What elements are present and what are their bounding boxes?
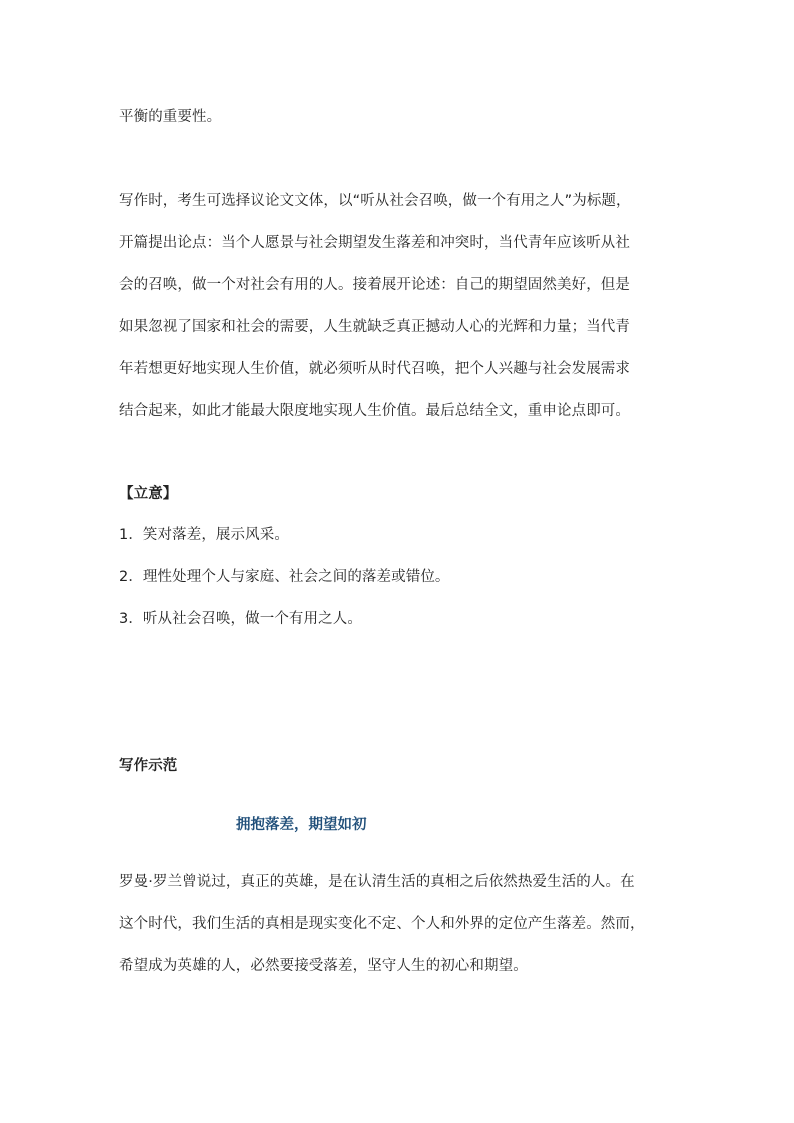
paragraph-line: 如果忽视了国家和社会的需要，人生就缺乏真正撼动人心的光辉和力量；当代青 bbox=[119, 319, 630, 335]
paragraph-line: 写作时，考生可选择议论文文体，以“听从社会召唤，做一个有用之人”为标题， bbox=[119, 193, 631, 209]
paragraph-line: 罗曼·罗兰曾说过，真正的英雄，是在认清生活的真相之后依然热爱生活的人。在 bbox=[119, 874, 635, 890]
paragraph-line: 结合起来，如此才能最大限度地实现人生价值。最后总结全文，重申论点即可。 bbox=[119, 403, 630, 419]
article-title: 拥抱落差，期望如初 bbox=[236, 817, 367, 833]
paragraph-line: 希望成为英雄的人，必然要接受落差，坚守人生的初心和期望。 bbox=[119, 958, 528, 974]
sample-heading: 写作示范 bbox=[119, 758, 178, 774]
paragraph-line: 这个时代，我们生活的真相是现实变化不定、个人和外界的定位产生落差。然而， bbox=[119, 916, 645, 932]
paragraph-line: 平衡的重要性。 bbox=[119, 109, 222, 125]
paragraph-line: 开篇提出论点：当个人愿景与社会期望发生落差和冲突时，当代青年应该听从社 bbox=[119, 235, 630, 251]
paragraph-line: 年若想更好地实现人生价值，就必须听从时代召唤，把个人兴趣与社会发展需求 bbox=[119, 361, 630, 377]
intent-item: 1．笑对落差，展示风采。 bbox=[119, 527, 289, 543]
intent-item: 2．理性处理个人与家庭、社会之间的落差或错位。 bbox=[119, 569, 450, 585]
intent-item: 3．听从社会召唤，做一个有用之人。 bbox=[119, 611, 362, 627]
paragraph-line: 会的召唤，做一个对社会有用的人。接着展开论述：自己的期望固然美好，但是 bbox=[119, 277, 630, 293]
intent-heading: 【立意】 bbox=[119, 486, 178, 502]
